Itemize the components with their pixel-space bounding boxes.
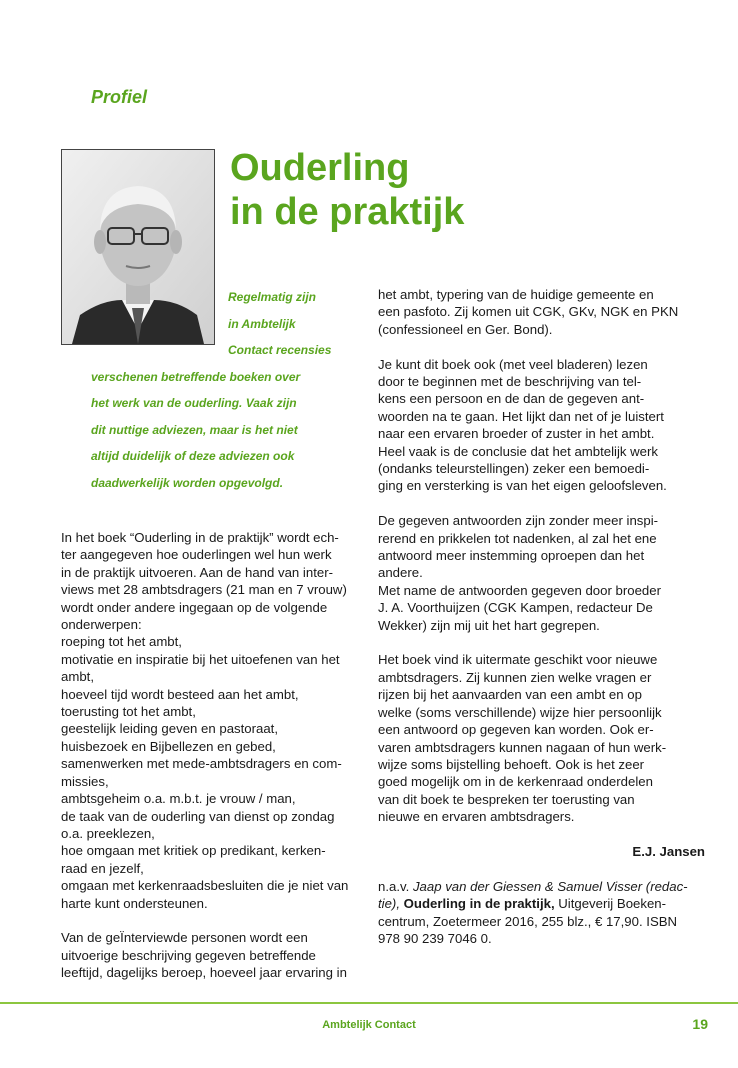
- text-line: hoeveel tijd wordt besteed aan het ambt,: [61, 686, 299, 702]
- title-line: Ouderling: [230, 147, 410, 189]
- text-line: kens een persoon en de dan de gegeven ant-: [378, 391, 645, 407]
- text-line: samenwerken met mede-ambtsdragers en com-: [61, 756, 342, 772]
- text-line: naar een ervaren broeder of zuster in het ambt.: [378, 426, 655, 442]
- paragraph-gap: [378, 495, 678, 512]
- footer-divider: [0, 1002, 738, 1004]
- text-line: een pasfoto. Zij komen uit CGK, GKv, NGK en PKN: [378, 304, 679, 320]
- paragraph-gap: [378, 634, 678, 651]
- text-line: van dit boek te bespreken ter toerusting van: [378, 791, 635, 807]
- text-line: views met 28 ambtsdragers (21 man en 7 vrouw): [61, 582, 347, 598]
- text-line: uitvoerige beschrijving gegeven betreffende: [61, 947, 316, 963]
- paragraph-gap: [378, 338, 678, 355]
- text-line: wordt onder andere ingegaan op de volgende: [61, 599, 328, 615]
- text-line: geestelijk leiding geven en pastoraat,: [61, 721, 279, 737]
- intro-line: verschenen betreffende boeken over: [91, 369, 301, 384]
- text-line: Heel vaak is de conclusie dat het ambtelijk werk: [378, 443, 659, 459]
- text-line: Je kunt dit boek ook (met veel bladeren) lezen: [378, 356, 648, 372]
- text-line: Van de geÏnterviewde personen wordt een: [61, 930, 308, 946]
- text-line: (confessioneel en Ger. Bond).: [378, 321, 553, 337]
- text-line: De gegeven antwoorden zijn zonder meer inspi-: [378, 513, 659, 529]
- intro-paragraph: [91, 284, 361, 496]
- text-line: omgaan met kerkenraadsbesluiten die je niet van: [61, 878, 349, 894]
- text-line: rijzen bij het aanvaarden van een ambt en op: [378, 687, 642, 703]
- text-line: In het boek “Ouderling in de praktijk” wordt ech-: [61, 530, 339, 545]
- text-line: toerusting tot het ambt,: [61, 704, 196, 720]
- book-reference: [378, 878, 688, 948]
- text-line: antwoord meer instemming oproepen dan het: [378, 548, 645, 564]
- reference-authors: Jaap van der Giessen & Samuel Visser (redac-: [412, 878, 688, 894]
- text-line: welke (soms verschillende) wijze hier persoonlijk: [378, 704, 662, 720]
- intro-line: daadwerkelijk worden opgevolgd.: [91, 475, 284, 490]
- spacer: [378, 860, 678, 877]
- text-line: raad en jezelf,: [61, 860, 144, 876]
- author-name: E.J. Jansen: [632, 843, 705, 859]
- text-line: varen ambtsdragers kunnen nagaan of hun werk-: [378, 739, 667, 755]
- text-line: (ondanks teleurstellingen) zeker een bemoedi-: [378, 461, 650, 477]
- text-line: Met name de antwoorden gegeven door broeder: [378, 582, 661, 598]
- section-label: Profiel: [91, 87, 148, 107]
- text-line: roeping tot het ambt,: [61, 634, 182, 650]
- right-text-column: [378, 286, 705, 947]
- intro-line: Contact recensies: [228, 343, 332, 357]
- text-line: de taak van de ouderling van dienst op zondag: [61, 808, 335, 824]
- text-line: door te beginnen met de beschrijving van tel-: [378, 374, 642, 390]
- footer-magazine-name: Ambtelijk Contact: [322, 1019, 416, 1031]
- text-line: Het boek vind ik uitermate geschikt voor nieuwe: [378, 652, 658, 668]
- text-line: ambt,: [61, 669, 94, 685]
- text-line: huisbezoek en Bijbellezen en gebed,: [61, 738, 276, 754]
- intro-line: in Ambtelijk: [228, 316, 296, 331]
- reference-prefix: n.a.v.: [378, 878, 413, 894]
- text-line: in de praktijk uitvoeren. Aan de hand van inter-: [61, 564, 333, 580]
- text-line: motivatie en inspiratie bij het uitoefenen van het: [61, 651, 340, 667]
- text-line: onderwerpen:: [61, 617, 142, 633]
- text-line: nieuwe en ervaren ambtsdragers.: [378, 809, 575, 825]
- text-line: J. A. Voorthuijzen (CGK Kampen, redacteur De: [378, 600, 653, 616]
- reference-isbn: 978 90 239 7046 0.: [378, 930, 492, 946]
- article-title: [230, 146, 464, 234]
- page-number: 19: [692, 1016, 708, 1032]
- reference-details: centrum, Zoetermeer 2016, 255 blz., € 17,90. ISBN: [378, 913, 678, 929]
- intro-line: altijd duidelijk of deze adviezen ook: [91, 449, 295, 463]
- text-line: een antwoord op gegeven kan worden. Ook er-: [378, 722, 654, 738]
- reference-publisher: Uitgeverij Boeken-: [554, 896, 667, 912]
- title-line: in de praktijk: [230, 191, 465, 233]
- intro-line: het werk van de ouderling. Vaak zijn: [91, 396, 297, 410]
- text-line: ambtsdragers. Zij kunnen zien welke vragen er: [378, 669, 652, 685]
- spacer: [378, 826, 678, 843]
- text-line: wijze soms bijstelling behoeft. Ook is het zeer: [378, 756, 645, 772]
- paragraph-gap: [61, 912, 361, 929]
- intro-line: Regelmatig zijn: [228, 290, 317, 304]
- reference-authors-cont: tie),: [378, 896, 400, 912]
- text-line: ambtsgeheim o.a. m.b.t. je vrouw / man,: [61, 791, 296, 807]
- right-text-body: [378, 286, 678, 826]
- text-line: goed mogelijk om in de kerkenraad onderdelen: [378, 774, 653, 790]
- text-line: woorden na te gaan. Het lijkt dan net of je luistert: [378, 408, 664, 424]
- text-line: het ambt, typering van de huidige gemeente en: [378, 287, 654, 302]
- text-line: ter aangegeven hoe ouderlingen wel hun werk: [61, 547, 332, 563]
- text-line: andere.: [378, 565, 423, 581]
- text-line: leeftijd, dagelijks beroep, hoeveel jaar ervaring in: [61, 965, 347, 981]
- text-line: rerend en prikkelen tot nadenken, al zal het ene: [378, 530, 657, 546]
- text-line: o.a. preeklezen,: [61, 825, 155, 841]
- text-line: harte kunt ondersteunen.: [61, 895, 208, 911]
- reference-book-title: Ouderling in de praktijk,: [403, 896, 555, 912]
- intro-line: dit nuttige adviezen, maar is het niet: [91, 422, 298, 437]
- left-text-column: [61, 529, 361, 982]
- text-line: ging en versterking is van het eigen geloofsleven.: [378, 478, 667, 494]
- text-line: Wekker) zijn mij uit het hart gegrepen.: [378, 617, 600, 633]
- text-line: hoe omgaan met kritiek op predikant, kerken-: [61, 843, 326, 859]
- text-line: missies,: [61, 773, 109, 789]
